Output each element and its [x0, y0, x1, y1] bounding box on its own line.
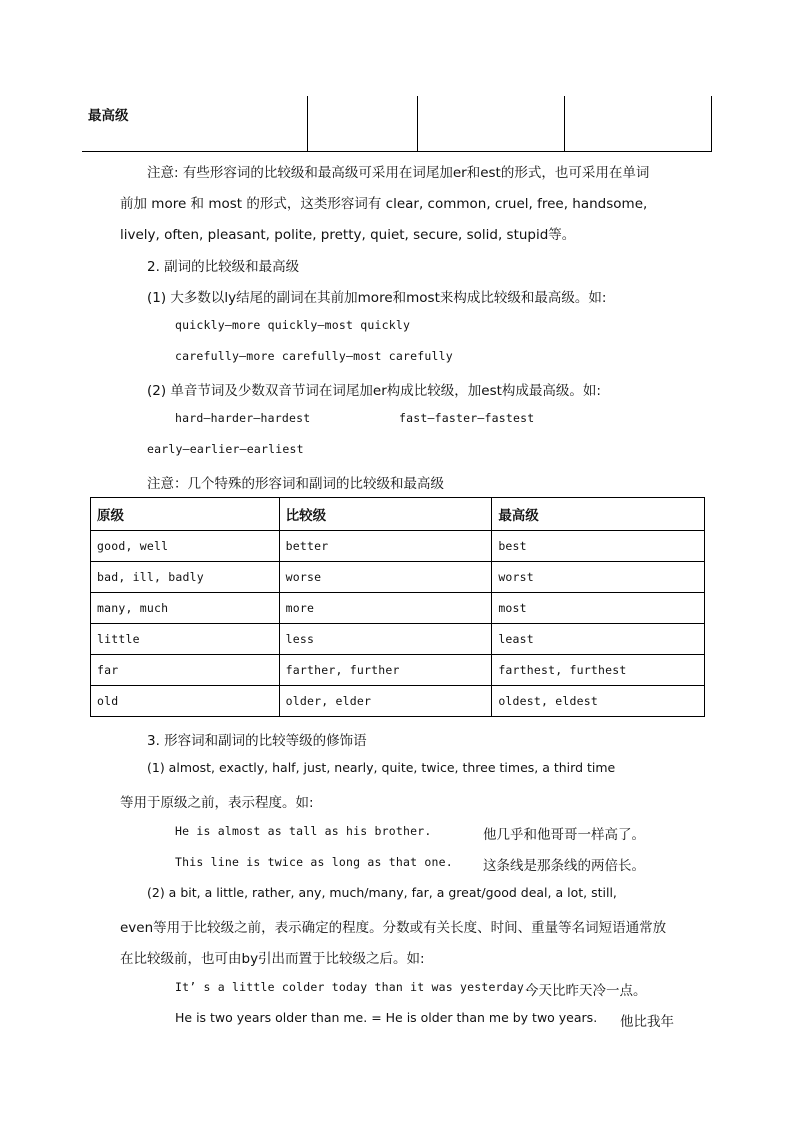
- section2-item2: (2) 单音节词及少数双音节词在词尾加er构成比较级，加est构成最高级。如:: [147, 383, 601, 399]
- top-table-cell-label: 最高级: [82, 96, 307, 152]
- table-row: [91, 593, 705, 624]
- note1-line3: lively, often, pleasant, polite, pretty, quiet, secure, solid, stupid等。: [120, 227, 576, 243]
- table-cell: least: [492, 624, 705, 655]
- example-older-en: He is two years older than me. = He is older than me by two years.: [175, 1010, 598, 1025]
- note1-line1: 注意: 有些形容词的比较级和最高级可采用在词尾加er和est的形式，也可采用在单词: [147, 165, 650, 181]
- table-row: [91, 686, 705, 717]
- header-superlative: 最高级: [492, 498, 705, 531]
- section2-heading: 2. 副词的比较级和最高级: [147, 259, 300, 275]
- table-cell: farther, further: [279, 655, 492, 686]
- header-positive: 原级: [91, 498, 280, 531]
- table-cell: worse: [279, 562, 492, 593]
- table-cell: better: [279, 531, 492, 562]
- table-cell: more: [279, 593, 492, 624]
- table-cell: older, elder: [279, 686, 492, 717]
- table-row: [91, 562, 705, 593]
- table-cell: little: [91, 624, 280, 655]
- section3-item1-line1: (1) almost, exactly, half, just, nearly, quite, twice, three times, a third time: [147, 760, 616, 775]
- top-table-cell: [565, 96, 712, 152]
- example-colder-en: It’ s a little colder today than it was yesterday.: [175, 980, 532, 994]
- section2-item1: (1) 大多数以ly结尾的副词在其前加more和most来构成比较级和最高级。如:: [147, 290, 607, 306]
- example-twice-en: This line is twice as long as that one.: [175, 855, 453, 869]
- example-quickly: quickly—more quickly—most quickly: [175, 318, 411, 332]
- table-cell: less: [279, 624, 492, 655]
- table-row: [91, 655, 705, 686]
- example-carefully: carefully—more carefully—most carefully: [175, 349, 453, 363]
- table-cell: old: [91, 686, 280, 717]
- table-cell: best: [492, 531, 705, 562]
- example-older-cn: 他比我年: [620, 1014, 674, 1030]
- table-row: [91, 624, 705, 655]
- table-cell: many, much: [91, 593, 280, 624]
- example-fast: fast—faster—fastest: [399, 411, 535, 425]
- top-table-fragment: [82, 96, 712, 152]
- section3-item2-line3: 在比较级前，也可由by引出而置于比较级之后。如:: [120, 951, 425, 967]
- header-comparative: 比较级: [279, 498, 492, 531]
- table-cell: worst: [492, 562, 705, 593]
- section3-item1-line2: 等用于原级之前，表示程度。如:: [120, 795, 314, 811]
- comparison-table: [90, 497, 705, 717]
- example-early: early—earlier—earliest: [147, 442, 304, 456]
- section2-note: 注意：几个特殊的形容词和副词的比较级和最高级: [147, 476, 444, 492]
- section3-item2-line2: even等用于比较级之前，表示确定的程度。分数或有关长度、时间、重量等名词短语通常放: [120, 920, 667, 936]
- top-table-cell: [307, 96, 418, 152]
- example-almost-en: He is almost as tall as his brother.: [175, 824, 432, 838]
- example-hard: hard—harder—hardest: [175, 411, 311, 425]
- table-cell: farthest, furthest: [492, 655, 705, 686]
- example-colder-cn: 今天比昨天冷一点。: [525, 983, 647, 999]
- section3-item2-line1: (2) a bit, a little, rather, any, much/many, far, a great/good deal, a lot, still,: [147, 885, 617, 900]
- table-row: [91, 531, 705, 562]
- note1-line2: 前加 more 和 most 的形式，这类形容词有 clear, common, cruel, free, handsome,: [120, 196, 648, 212]
- table-header-row: [91, 498, 705, 531]
- table-cell: far: [91, 655, 280, 686]
- example-almost-cn: 他几乎和他哥哥一样高了。: [483, 827, 645, 843]
- table-cell: most: [492, 593, 705, 624]
- table-cell: good, well: [91, 531, 280, 562]
- section3-heading: 3. 形容词和副词的比较等级的修饰语: [147, 733, 367, 749]
- table-cell: oldest, eldest: [492, 686, 705, 717]
- example-twice-cn: 这条线是那条线的两倍长。: [483, 858, 645, 874]
- top-table-cell: [418, 96, 565, 152]
- table-cell: bad, ill, badly: [91, 562, 280, 593]
